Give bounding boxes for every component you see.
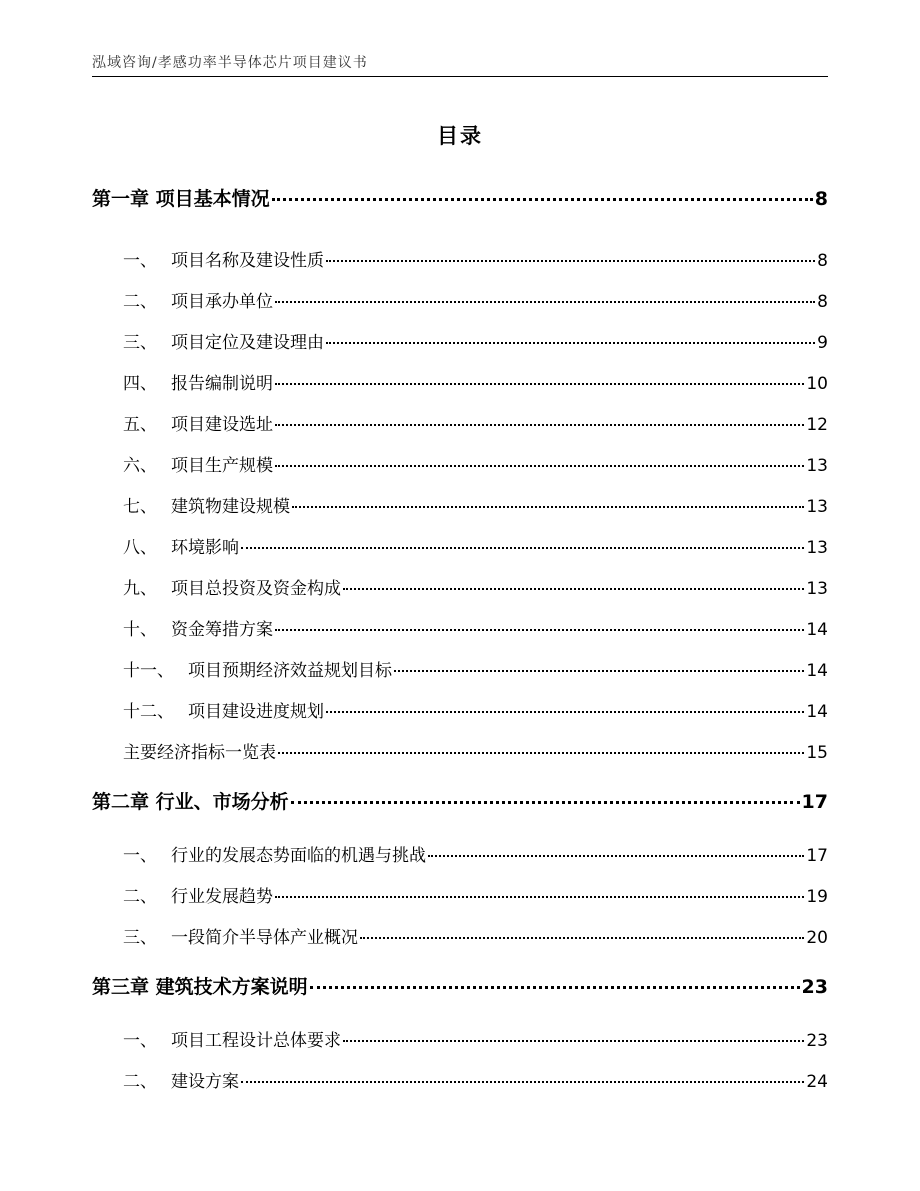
toc-entry-number: 八、 — [123, 538, 157, 558]
toc-section-entry[interactable] — [92, 1067, 828, 1092]
toc-section-entry[interactable] — [92, 328, 828, 353]
toc-entry-label: 项目建设选址 — [171, 415, 273, 435]
toc-entry-label: 项目建设进度规划 — [188, 702, 324, 722]
toc-chapter-entry[interactable] — [92, 787, 828, 814]
toc-entry-page: 8 — [817, 251, 828, 271]
dot-leader — [241, 1081, 804, 1083]
toc-entry-number: 五、 — [123, 415, 157, 435]
dot-leader — [343, 1040, 804, 1042]
toc-entry-page: 24 — [806, 1072, 828, 1092]
toc-entry-label: 行业发展趋势 — [171, 887, 273, 907]
toc-entry-page: 13 — [806, 538, 828, 558]
toc-entry-number: 十、 — [123, 620, 157, 640]
toc-entry-label: 项目生产规模 — [171, 456, 273, 476]
toc-entry-label: 资金筹措方案 — [171, 620, 273, 640]
header-divider — [92, 76, 828, 77]
dot-leader — [360, 937, 804, 939]
toc-entry-label: 行业的发展态势面临的机遇与挑战 — [171, 846, 426, 866]
dot-leader — [275, 465, 804, 467]
toc-entry-number: 二、 — [123, 1072, 157, 1092]
toc-section-entry[interactable] — [92, 841, 828, 866]
toc-entry-page: 23 — [806, 1031, 828, 1051]
toc-entry-page: 12 — [806, 415, 828, 435]
dot-leader — [275, 383, 804, 385]
dot-leader — [272, 198, 813, 201]
toc-entry-label: 环境影响 — [171, 538, 239, 558]
toc-entry-label: 项目名称及建设性质 — [171, 251, 324, 271]
toc-entry-number: 七、 — [123, 497, 157, 517]
toc-entry-label: 建筑物建设规模 — [171, 497, 290, 517]
toc-section-entry[interactable] — [92, 656, 828, 681]
dot-leader — [343, 588, 804, 590]
dot-leader — [326, 260, 815, 262]
toc-entry-number: 十二、 — [123, 702, 174, 722]
toc-section-entry[interactable] — [92, 1026, 828, 1051]
toc-entry-number: 三、 — [123, 333, 157, 353]
toc-section-entry[interactable] — [92, 882, 828, 907]
toc-section-entry[interactable] — [92, 369, 828, 394]
toc-entry-label: 主要经济指标一览表 — [123, 743, 276, 763]
toc-entry-page: 10 — [806, 374, 828, 394]
toc-entry-page: 9 — [817, 333, 828, 353]
toc-entry-page: 14 — [806, 620, 828, 640]
toc-entry-page: 17 — [806, 846, 828, 866]
running-header: 泓域咨询/孝感功率半导体芯片项目建议书 — [92, 55, 368, 71]
toc-entry-label: 建设方案 — [171, 1072, 239, 1092]
toc-entry-number: 四、 — [123, 374, 157, 394]
toc-entry-page: 8 — [814, 188, 828, 210]
toc-entry-page: 13 — [806, 497, 828, 517]
dot-leader — [394, 670, 804, 672]
dot-leader — [275, 301, 815, 303]
toc-section-entry[interactable] — [92, 615, 828, 640]
dot-leader — [326, 342, 815, 344]
dot-leader — [278, 752, 804, 754]
toc-entry-label: 报告编制说明 — [171, 374, 273, 394]
dot-leader — [275, 424, 804, 426]
dot-leader — [275, 896, 804, 898]
toc-section-entry[interactable] — [92, 246, 828, 271]
toc-section-entry[interactable] — [92, 410, 828, 435]
toc-entry-page: 15 — [806, 743, 828, 763]
toc-entry-page: 20 — [806, 928, 828, 948]
toc-entry-number: 九、 — [123, 579, 157, 599]
toc-entry-page: 23 — [801, 976, 828, 998]
toc-entry-label: 项目预期经济效益规划目标 — [188, 661, 392, 681]
toc-entry-page: 13 — [806, 456, 828, 476]
toc-entry-page: 14 — [806, 661, 828, 681]
toc-entry-page: 19 — [806, 887, 828, 907]
toc-entry-label: 项目承办单位 — [171, 292, 273, 312]
toc-entry-page: 17 — [801, 791, 828, 813]
toc-entry-page: 13 — [806, 579, 828, 599]
toc-entry-label: 第二章 行业、市场分析 — [92, 791, 289, 813]
toc-entry-number: 二、 — [123, 292, 157, 312]
toc-entry-label: 项目工程设计总体要求 — [171, 1031, 341, 1051]
toc-section-entry[interactable] — [92, 451, 828, 476]
toc-chapter-entry[interactable] — [92, 972, 828, 999]
dot-leader — [291, 801, 800, 804]
toc-entry-label: 第一章 项目基本情况 — [92, 188, 270, 210]
toc-entry-number: 一、 — [123, 251, 157, 271]
toc-entry-number: 六、 — [123, 456, 157, 476]
toc-entry-number: 三、 — [123, 928, 157, 948]
dot-leader — [310, 986, 800, 989]
toc-entry-label: 项目定位及建设理由 — [171, 333, 324, 353]
dot-leader — [292, 506, 804, 508]
toc-section-entry[interactable] — [92, 287, 828, 312]
toc-chapter-entry[interactable] — [92, 184, 828, 211]
toc-entry-number: 十一、 — [123, 661, 174, 681]
toc-section-entry[interactable] — [92, 923, 828, 948]
dot-leader — [428, 855, 804, 857]
toc-entry-number: 一、 — [123, 1031, 157, 1051]
toc-entry-label: 项目总投资及资金构成 — [171, 579, 341, 599]
dot-leader — [241, 547, 804, 549]
toc-entry-number: 一、 — [123, 846, 157, 866]
toc-entry-page: 14 — [806, 702, 828, 722]
toc-section-entry[interactable] — [92, 533, 828, 558]
toc-entry-page: 8 — [817, 292, 828, 312]
toc-entry-label: 第三章 建筑技术方案说明 — [92, 976, 308, 998]
dot-leader — [275, 629, 804, 631]
toc-entry-label: 一段简介半导体产业概况 — [171, 928, 358, 948]
toc-title: 目录 — [437, 124, 483, 148]
toc-entry-number: 二、 — [123, 887, 157, 907]
toc-section-entry[interactable] — [92, 738, 828, 763]
toc-section-entry[interactable] — [92, 574, 828, 599]
toc-section-entry[interactable] — [92, 697, 828, 722]
toc-section-entry[interactable] — [92, 492, 828, 517]
dot-leader — [326, 711, 804, 713]
